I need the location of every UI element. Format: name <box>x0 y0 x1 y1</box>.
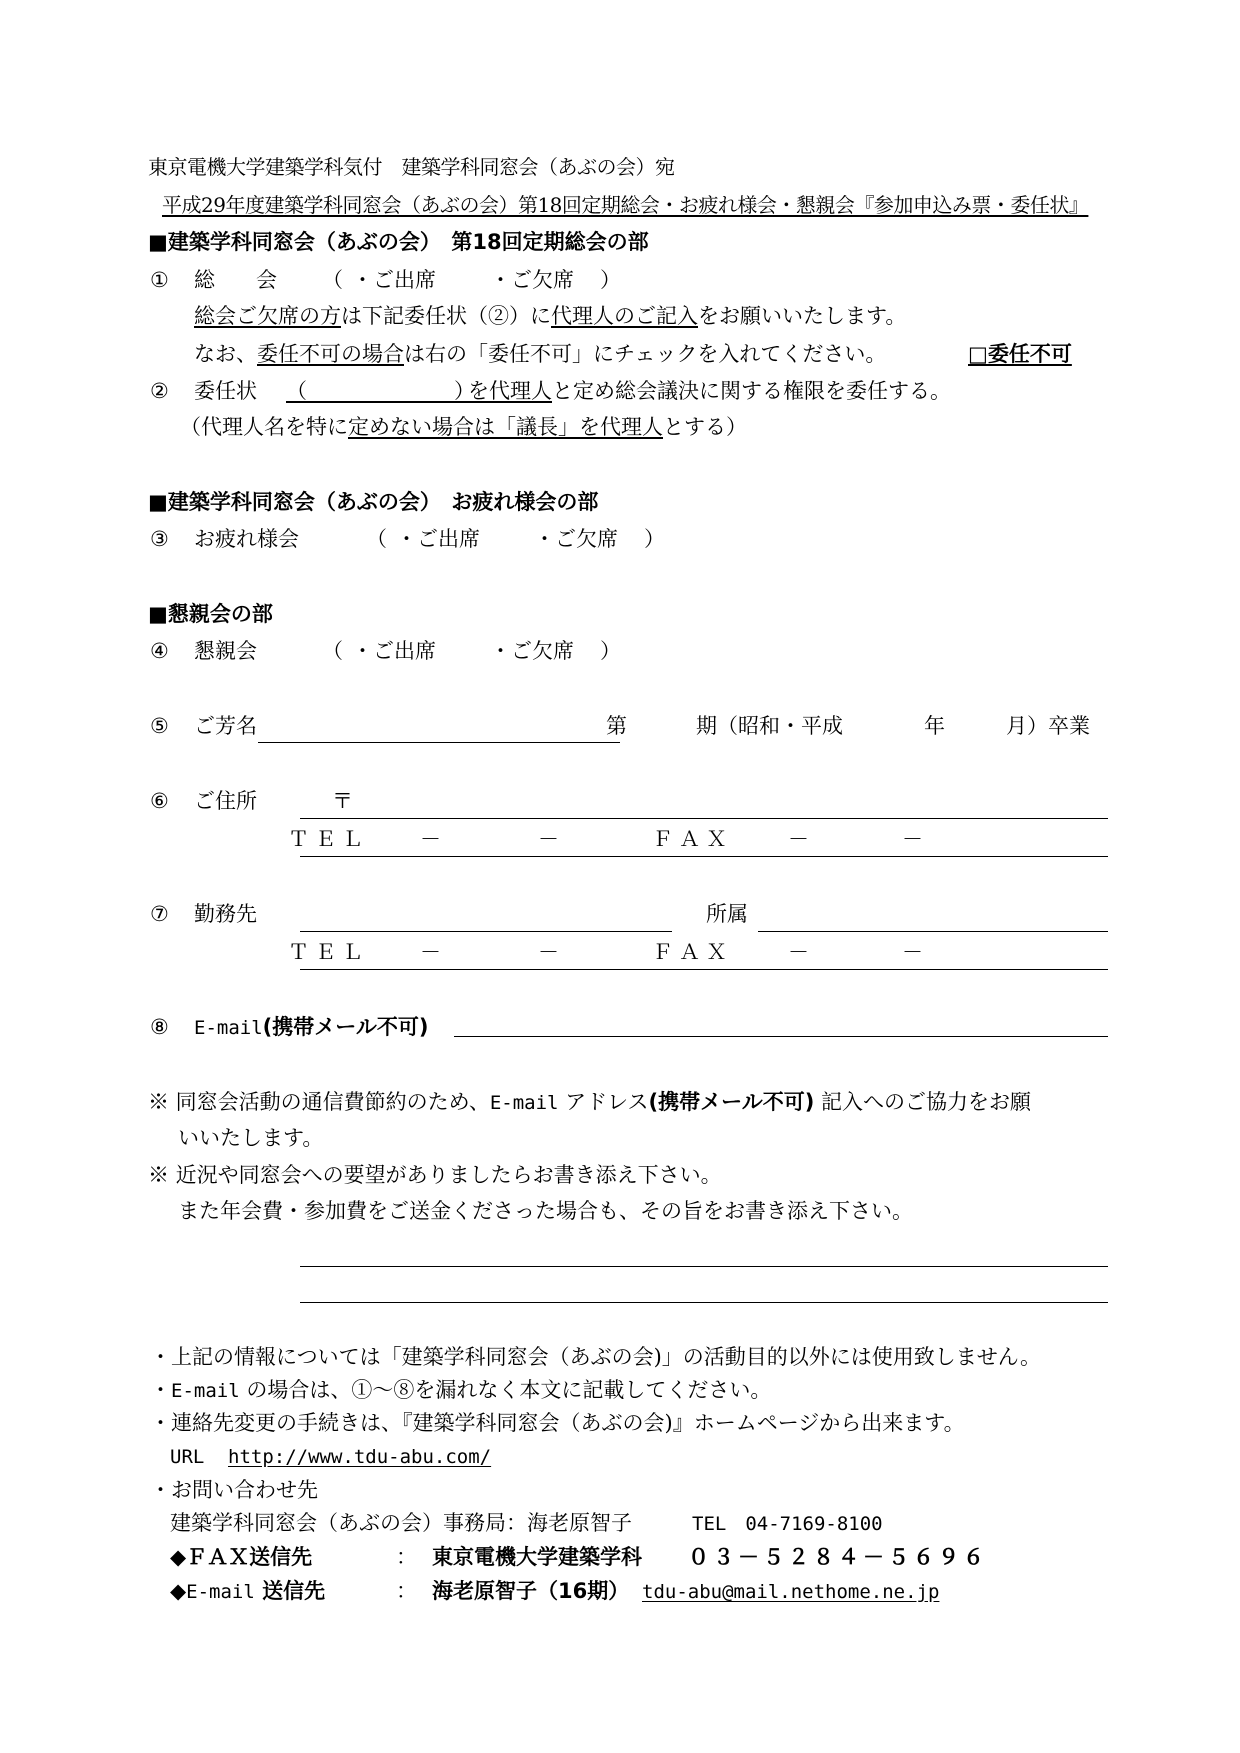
department-field[interactable] <box>758 931 1108 932</box>
item-7-number: ⑦ <box>150 902 169 926</box>
item-2-label: 委任状 <box>194 379 257 403</box>
item-4-number: ④ <box>150 639 169 663</box>
email-word: E-mail <box>186 1581 255 1603</box>
address-label: ご住所 <box>194 789 257 813</box>
choice-close-paren: ） <box>600 268 621 292</box>
name-label: ご芳名 <box>194 714 257 738</box>
note-no-proxy: 委任不可の場合 <box>257 342 404 366</box>
attend-option[interactable]: ・ご出席 <box>396 527 480 551</box>
choice-open-paren: （ <box>322 268 343 292</box>
email-destination-label <box>170 1578 325 1605</box>
comment-field-line-1[interactable] <box>300 1266 1108 1267</box>
office-contact: 建築学科同窓会（あぶの会）事務局：海老原智子 <box>170 1511 632 1535</box>
item-2-number: ② <box>150 379 169 403</box>
addressee: 東京電機大学建築学科気付 建築学科同窓会（あぶの会）宛 <box>148 155 675 179</box>
colon: ： <box>396 1545 417 1569</box>
item-8-number: ⑧ <box>150 1015 169 1039</box>
proxy-statement <box>468 378 951 404</box>
bullet: ・ <box>150 1378 171 1402</box>
email-label-b: (携帯メール不可) <box>262 1015 429 1039</box>
comment-field-line-2[interactable] <box>300 1302 1108 1303</box>
destination-word: 送信先 <box>254 1579 326 1603</box>
work-tel-label: ＴＥＬ <box>288 940 369 964</box>
workplace-field[interactable] <box>300 931 672 932</box>
address-field[interactable] <box>300 818 1108 819</box>
attend-option[interactable]: ・ご出席 <box>352 639 436 663</box>
chair-note <box>180 414 747 440</box>
class-number-prefix: 第 <box>606 714 627 738</box>
no-proxy-checkbox[interactable]: □委任不可 <box>968 341 1072 366</box>
chair-note-a: （代理人名を特に <box>180 415 348 439</box>
absent-option[interactable]: ・ご欠席 <box>490 268 574 292</box>
note-text: は下記委任状（②）に <box>341 304 551 328</box>
section-party-heading: ■建築学科同窓会（あぶの会） お疲れ様会の部 <box>148 490 599 514</box>
graduation-month-label: 月）卒業 <box>1006 714 1090 738</box>
choice-close-paren: ） <box>644 527 665 551</box>
home-fax-label: ＦＡＸ <box>652 827 733 851</box>
email-label-a: E-mail <box>194 1017 263 1039</box>
fax-dash: － <box>902 940 923 964</box>
item-4-label: 懇親会 <box>194 639 257 663</box>
item-3-label: お疲れ様会 <box>194 527 299 551</box>
choice-close-paren: ） <box>600 639 621 663</box>
work-tel-fax-field[interactable] <box>300 969 1108 970</box>
workplace-label: 勤務先 <box>194 902 257 926</box>
colon: ： <box>396 1579 417 1603</box>
chair-note-c: とする） <box>663 415 747 439</box>
news-request-note: ※ 近況や同窓会への要望がありましたらお書き添え下さい。 <box>148 1163 722 1187</box>
note-text-end: をお願いいたします。 <box>698 304 907 328</box>
fax-dash: － <box>788 940 809 964</box>
fax-dash: － <box>788 827 809 851</box>
attend-option[interactable]: ・ご出席 <box>352 268 436 292</box>
fax-destination: 東京電機大学建築学科 <box>432 1545 642 1569</box>
email-destination-name: 海老原智子（16期） <box>432 1579 630 1603</box>
diamond: ◆ <box>170 1579 187 1603</box>
absent-option[interactable]: ・ご欠席 <box>490 639 574 663</box>
class-era-label: 期（昭和・平成 <box>696 714 843 738</box>
fax-number: ０３－５２８４－５６９６ <box>688 1545 988 1569</box>
note-text: なお、 <box>194 342 257 366</box>
section-social-heading: ■懇親会の部 <box>148 602 273 626</box>
note-part: アドレス <box>558 1090 649 1114</box>
choice-open-paren: （ <box>322 639 343 663</box>
tel-dash: － <box>538 940 559 964</box>
tel-dash: － <box>538 827 559 851</box>
note-proxy-entry: 代理人のご記入 <box>551 304 698 328</box>
note-part: E-mail <box>489 1092 559 1114</box>
url-label: URL <box>170 1446 205 1468</box>
section-general-meeting-heading: ■建築学科同窓会（あぶの会） 第18回定期総会の部 <box>148 230 649 254</box>
note-absent-person: 総会ご欠席の方 <box>194 304 341 328</box>
note-part: 記入へのご協力をお願 <box>814 1090 1031 1114</box>
item-1-label: 総 会 <box>194 268 287 292</box>
home-tel-fax-field[interactable] <box>300 856 1108 857</box>
proxy-note-line <box>194 303 906 329</box>
form-title: 平成29年度建築学科同窓会（あぶの会）第18回定期総会・お疲れ様会・懇親会『参加申込み票・委任状』 <box>162 193 1089 217</box>
graduation-year-label: 年 <box>924 714 945 738</box>
email-label <box>194 1014 428 1041</box>
work-fax-label: ＦＡＸ <box>652 940 733 964</box>
item-5-number: ⑤ <box>150 714 169 738</box>
proxy-name-field[interactable]: （ ） <box>286 379 475 403</box>
instruction-text: の場合は、①～⑧を漏れなく本文に記載してください。 <box>239 1378 772 1402</box>
no-proxy-note-line <box>194 341 886 367</box>
email-word: E-mail <box>171 1380 240 1402</box>
email-request-note-cont: いいたします。 <box>178 1126 324 1150</box>
item-1-number: ① <box>150 268 169 292</box>
note-part: ※ 同窓会活動の通信費節約のため、 <box>148 1090 490 1114</box>
item-6-number: ⑥ <box>150 789 169 813</box>
contact-change-note: ・連絡先変更の手続きは、『建築学科同窓会（あぶの会)』ホームページから出来ます。 <box>150 1411 965 1435</box>
email-request-note <box>148 1089 1031 1116</box>
chair-note-b: 定めない場合は「議長」を代理人 <box>348 415 663 439</box>
contact-heading: ・お問い合わせ先 <box>150 1478 318 1502</box>
postal-mark: 〒 <box>332 789 353 813</box>
fax-destination-label: ◆ＦＡＸ送信先 <box>170 1545 313 1569</box>
homepage-link[interactable]: http://www.tdu-abu.com/ <box>228 1446 492 1468</box>
name-field[interactable] <box>258 742 620 743</box>
email-field[interactable] <box>454 1036 1108 1037</box>
department-label: 所属 <box>706 902 748 926</box>
email-address-link[interactable]: tdu-abu@mail.nethome.ne.jp <box>642 1581 940 1603</box>
office-tel: TEL 04-7169-8100 <box>692 1513 883 1535</box>
payment-note: また年会費・参加費をご送金くださった場合も、その旨をお書き添え下さい。 <box>178 1199 913 1223</box>
fax-dash: － <box>902 827 923 851</box>
privacy-note: ・上記の情報については「建築学科同窓会（あぶの会)」の活動目的以外には使用致しません。 <box>150 1345 1042 1369</box>
choice-open-paren: （ <box>366 527 387 551</box>
tel-dash: － <box>420 940 441 964</box>
email-instruction <box>150 1377 771 1404</box>
note-text-end: は右の「委任不可」にチェックを入れてください。 <box>404 342 887 366</box>
note-part: (携帯メール不可) <box>648 1090 815 1114</box>
tel-dash: － <box>420 827 441 851</box>
proxy-text-b: と定め総会議決に関する権限を委任する。 <box>552 379 951 403</box>
absent-option[interactable]: ・ご欠席 <box>534 527 618 551</box>
proxy-text-a: を代理人 <box>468 379 552 403</box>
item-3-number: ③ <box>150 527 169 551</box>
home-tel-label: ＴＥＬ <box>288 827 369 851</box>
